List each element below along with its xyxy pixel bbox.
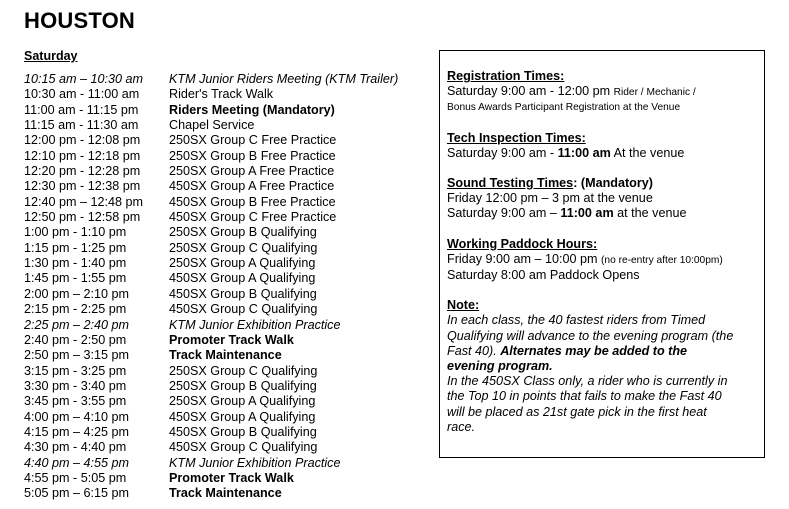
note-fast40: Fast 40). [447, 343, 501, 358]
paddock-line-2: Saturday 8:00 am Paddock Opens [447, 268, 640, 283]
schedule-time: 1:45 pm - 1:55 pm [24, 271, 127, 286]
registration-time: Saturday 9:00 am - 12:00 pm [447, 84, 611, 99]
note-section [447, 298, 758, 435]
schedule-row [24, 318, 444, 333]
schedule-event: 450SX Group C Qualifying [169, 440, 318, 455]
schedule-event: 250SX Group B Free Practice [169, 148, 336, 163]
schedule-time: 1:15 pm - 1:25 pm [24, 240, 127, 255]
sound-pre: Saturday 9:00 am – [447, 206, 561, 221]
schedule-time: 4:00 pm – 4:10 pm [24, 409, 130, 424]
sound-heading: Sound Testing Times [447, 176, 574, 191]
schedule-time: 2:00 pm – 2:10 pm [24, 286, 130, 301]
sound-heading-extra: : (Mandatory) [573, 176, 653, 191]
schedule-time: 12:10 pm - 12:18 pm [24, 148, 141, 163]
schedule-time: 11:00 am - 11:15 pm [24, 102, 139, 117]
note-line [447, 344, 758, 359]
note-line: In each class, the 40 fastest riders from Timed [447, 313, 706, 328]
schedule-row [24, 348, 444, 363]
page-title: HOUSTON [24, 8, 136, 33]
paddock-friday: Friday 9:00 am – 10:00 pm [447, 251, 598, 266]
schedule-row [24, 486, 444, 501]
registration-heading: Registration Times: [447, 69, 565, 83]
schedule-row [24, 195, 444, 210]
schedule-event: Riders Meeting (Mandatory) [169, 102, 335, 117]
schedule-time: 3:30 pm - 3:40 pm [24, 378, 127, 393]
schedule-time: 2:50 pm – 3:15 pm [24, 348, 130, 363]
schedule-time: 12:20 pm - 12:28 pm [24, 164, 141, 179]
sound-line-2 [447, 206, 758, 221]
schedule-event: KTM Junior Exhibition Practice [169, 455, 341, 470]
tech-bold: 11:00 am [557, 145, 611, 160]
schedule-time: 11:15 am - 11:30 am [24, 118, 139, 133]
schedule-time: 4:30 pm - 4:40 pm [24, 440, 127, 455]
note-line: evening program. [447, 359, 553, 374]
info-box [439, 50, 765, 458]
schedule-time: 3:45 pm - 3:55 pm [24, 394, 127, 409]
schedule-row [24, 425, 444, 440]
schedule-event: KTM Junior Riders Meeting (KTM Trailer) [169, 72, 399, 86]
schedule-row [24, 410, 444, 425]
sound-section [447, 176, 758, 222]
note-heading: Note: [447, 298, 480, 313]
tech-section [447, 131, 758, 161]
schedule-time: 12:00 pm - 12:08 pm [24, 133, 141, 148]
schedule-row [24, 118, 444, 133]
registration-note: Rider / Mechanic / [613, 87, 696, 99]
schedule-list [24, 72, 444, 502]
schedule-time: 5:05 pm – 6:15 pm [24, 486, 130, 501]
registration-line [447, 84, 758, 100]
note-line: the Top 10 in points that fails to make the Fast 40 [447, 389, 722, 404]
schedule-row [24, 149, 444, 164]
schedule-row [24, 256, 444, 271]
schedule-row [24, 241, 444, 256]
schedule-event: 450SX Group C Free Practice [169, 210, 337, 225]
schedule-time: 12:50 pm - 12:58 pm [24, 210, 141, 225]
schedule-event: Rider's Track Walk [169, 87, 274, 102]
schedule-row [24, 103, 444, 118]
schedule-event: Track Maintenance [169, 486, 282, 501]
tech-post: At the venue [610, 145, 685, 160]
schedule-time: 12:40 pm – 12:48 pm [24, 194, 144, 209]
schedule-event: 250SX Group A Qualifying [169, 394, 316, 409]
day-heading: Saturday [24, 49, 78, 63]
schedule-event: 250SX Group C Qualifying [169, 240, 318, 255]
schedule-event: 450SX Group A Free Practice [169, 179, 335, 194]
schedule-row [24, 87, 444, 102]
schedule-time: 2:40 pm - 2:50 pm [24, 332, 127, 347]
note-line: In the 450SX Class only, a rider who is currently in [447, 374, 728, 389]
sound-bold: 11:00 am [560, 206, 614, 221]
paddock-line-1 [447, 252, 758, 268]
schedule-time: 10:15 am – 10:30 am [24, 72, 144, 86]
schedule-event: KTM Junior Exhibition Practice [169, 317, 341, 332]
schedule-event: 450SX Group B Qualifying [169, 424, 317, 439]
tech-line [447, 146, 758, 161]
schedule-time: 3:15 pm - 3:25 pm [24, 363, 127, 378]
schedule-row [24, 164, 444, 179]
note-line: will be placed as 21st gate pick in the first heat [447, 404, 707, 419]
schedule-time: 1:00 pm - 1:10 pm [24, 225, 127, 240]
paddock-section [447, 237, 758, 284]
schedule-event: 450SX Group B Free Practice [169, 194, 336, 209]
schedule-event: 450SX Group A Qualifying [169, 409, 316, 424]
schedule-row [24, 394, 444, 409]
schedule-time: 4:55 pm - 5:05 pm [24, 470, 127, 485]
schedule-time: 2:25 pm – 2:40 pm [24, 317, 130, 332]
schedule-row [24, 456, 444, 471]
schedule-row [24, 333, 444, 348]
schedule-row [24, 471, 444, 486]
schedule-event: 250SX Group A Qualifying [169, 256, 316, 271]
tech-heading: Tech Inspection Times: [447, 130, 586, 145]
schedule-row [24, 179, 444, 194]
note-alternates: Alternates may be added to the [500, 343, 688, 358]
note-line: Qualifying will advance to the evening program (the [447, 328, 734, 343]
schedule-event: 250SX Group A Free Practice [169, 164, 335, 179]
schedule-time: 10:30 am - 11:00 am [24, 87, 140, 102]
schedule-event: 450SX Group B Qualifying [169, 286, 317, 301]
schedule-event: Chapel Service [169, 118, 255, 133]
schedule-time: 4:15 pm – 4:25 pm [24, 424, 130, 439]
schedule-event: Track Maintenance [169, 348, 282, 363]
schedule-time: 4:40 pm – 4:55 pm [24, 455, 130, 470]
note-line: race. [447, 419, 475, 434]
schedule-event: 250SX Group C Free Practice [169, 133, 337, 148]
schedule-event: 250SX Group B Qualifying [169, 378, 317, 393]
tech-pre: Saturday 9:00 am - [447, 145, 558, 160]
schedule-row [24, 379, 444, 394]
schedule-event: Promoter Track Walk [169, 470, 294, 485]
schedule-row [24, 271, 444, 286]
schedule-row [24, 287, 444, 302]
schedule-time: 2:15 pm - 2:25 pm [24, 302, 127, 317]
sound-heading-line [447, 176, 758, 191]
registration-note-2: Bonus Awards Participant Registration at the Venue [447, 102, 681, 114]
sound-post: at the venue [613, 206, 687, 221]
schedule-row [24, 440, 444, 455]
sound-line-1: Friday 12:00 pm – 3 pm at the venue [447, 191, 653, 206]
schedule-event: Promoter Track Walk [169, 332, 294, 347]
paddock-note: (no re-entry after 10:00pm) [601, 254, 723, 266]
schedule-row [24, 210, 444, 225]
note-body [447, 313, 758, 435]
paddock-heading: Working Paddock Hours: [447, 236, 598, 251]
schedule-row [24, 364, 444, 379]
schedule-event: 450SX Group A Qualifying [169, 271, 316, 286]
schedule-row [24, 225, 444, 240]
schedule-row [24, 302, 444, 317]
schedule-time: 12:30 pm - 12:38 pm [24, 179, 141, 194]
schedule-row [24, 72, 444, 87]
registration-section [447, 69, 758, 116]
schedule-event: 450SX Group C Qualifying [169, 302, 318, 317]
schedule-event: 250SX Group C Qualifying [169, 363, 318, 378]
schedule-row [24, 133, 444, 148]
schedule-event: 250SX Group B Qualifying [169, 225, 317, 240]
schedule-time: 1:30 pm - 1:40 pm [24, 256, 127, 271]
